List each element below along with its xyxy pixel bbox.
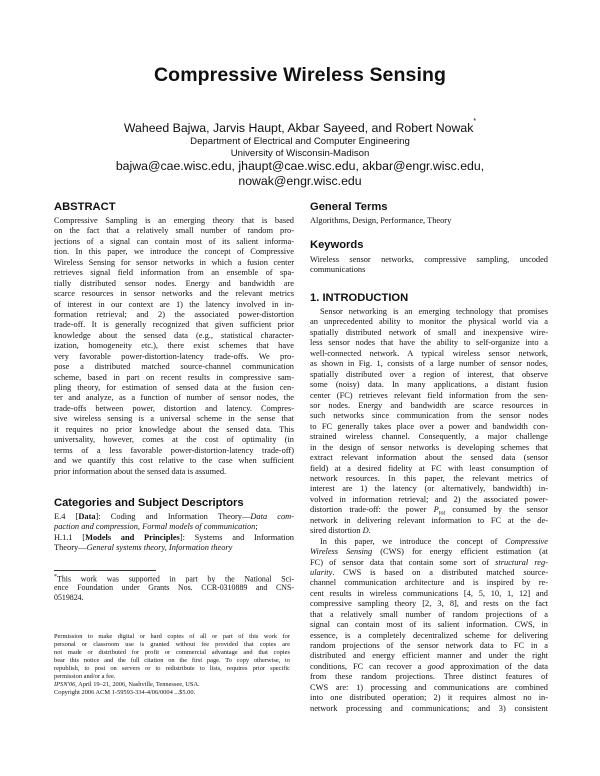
abstract-line: scheme, based in part on recent results in compressive sam- <box>54 372 294 382</box>
author-list <box>0 117 600 135</box>
intro-line: in the design of sensor networks is developing schemes that <box>310 442 548 452</box>
abstract-line: tion. In this paper, we introduce the concept of Compressive <box>54 247 294 257</box>
keywords-heading: Keywords <box>310 239 364 251</box>
abstract-line: very favorable power-distortion-latency trade-offs. We pro- <box>54 351 294 361</box>
general-terms-body: Algorithms, Design, Performance, Theory <box>310 216 452 225</box>
categories-heading: Categories and Subject Descriptors <box>54 497 244 509</box>
author-names: Waheed Bajwa, Jarvis Haupt, Akbar Sayeed, and Robert Nowak <box>123 121 474 135</box>
intro-line: channel communication architecture and is inspired by re- <box>310 578 548 588</box>
intro-line: FC) of sensor data that contain some sort of structural reg- <box>310 557 548 567</box>
intro-line: as shown in Fig. 1, consists of a large number of sensor nodes, <box>310 359 548 369</box>
abstract-heading: ABSTRACT <box>54 201 116 213</box>
intro-line: spatially distributed over a region of interest, that observe <box>310 369 548 379</box>
categories-body: E.4 [Data]: Coding and Information Theory—Data com- paction and compression, Formal models of communication; H.1.1 [Models and Principles]: Systems and Information Theory—General systems theory, Information theory <box>54 512 294 553</box>
intro-line: such networks since communication from the sensor nodes <box>310 411 548 421</box>
intro-line: network processing and communications; and 3) consistent <box>310 703 548 713</box>
abstract-line: pling theory, for estimation of sensed data at the fusion cen- <box>54 383 294 392</box>
intro-line: strained wireless channel. Consequently, a major challenge <box>310 432 548 442</box>
abstract-line: it requires no prior knowledge about the sensed data. This <box>54 424 294 434</box>
abstract-line: tially distributed sensor nodes. Energy and bandwidth are <box>54 278 294 288</box>
intro-line: some (noisy) data. In many applications, a distant fusion <box>310 380 548 390</box>
intro-line: cent results in wireless communications [4, 5, 10, 1, 12] and <box>310 588 548 598</box>
abstract-line: formation retrieval; and 2) the associated power-distortion <box>54 309 294 319</box>
intro-line: Sensor networking is an emerging technology that promises <box>320 307 548 316</box>
footnote-mark: * <box>54 574 57 580</box>
abstract-line: prior information about the sensed data is assumed. <box>54 466 227 476</box>
intro-line: extract relevant information about the sensed data (sensor <box>310 453 548 463</box>
abstract-line: ter and analyze, as a function of number of sensor nodes, the <box>54 393 294 403</box>
emails-line-2: nowak@engr.wisc.edu <box>238 174 362 188</box>
abstract-line: trade-off. It is generally recognized that given sufficient prior <box>54 320 294 330</box>
intro-line: conditions, FC can recover a good approximation of the data <box>310 661 548 671</box>
intro-line: network in delivering relevant information to FC at the de- <box>310 515 548 525</box>
general-terms-heading: General Terms <box>310 201 388 213</box>
introduction-body <box>310 307 548 714</box>
author-footnote-mark: * <box>473 117 477 125</box>
abstract-line: of interest in our context are 1) the latency involved in in- <box>54 299 294 309</box>
footnote-rule <box>54 570 156 571</box>
permission-line: permission and/or a fee. <box>54 673 116 680</box>
abstract-line: ization, homogeneity etc.), there exist schemes that have <box>54 341 294 351</box>
intro-line: less sensor nodes that have the ability to self-organize into a <box>310 338 548 348</box>
intro-line: random projections of the sensor network data to FC in a <box>310 641 548 650</box>
intro-line: spatially distributed network of small and inexpensive wire- <box>310 327 548 337</box>
intro-line: from these random projections. Three distinct features of <box>310 672 548 682</box>
permission-notice <box>54 633 290 681</box>
abstract-line: pose a distributed matched source-channel communication <box>54 362 294 372</box>
abstract-line: terms of a less favorable power-distortion-latency trade-off) <box>54 445 294 455</box>
keywords-body: Wireless sensor networks, compressive sampling, uncoded communications <box>310 255 548 275</box>
abstract-line: jections of a signal can contain most of its salient informa- <box>54 236 294 246</box>
abstract-line: knowledge about the sensed data (e.g., statistical character- <box>54 330 294 340</box>
intro-line: to FC generally takes place over a power and bandwidth con- <box>310 421 548 431</box>
intro-line: distributed and energy efficient manner and under the right <box>310 651 548 661</box>
intro-line: volved in information retrieval; and 2) the associated power- <box>310 494 548 504</box>
abstract-line: Compressive Sampling is an emerging theory that is based <box>54 216 294 225</box>
intro-line: In this paper, we introduce the concept of Compressive <box>320 536 548 546</box>
permission-line: not made or distributed for profit or commercial advantage and that copies <box>54 649 290 656</box>
abstract-line: on the fact that a relatively small number of random pro- <box>54 226 294 236</box>
intro-line: an unprecedented ability to monitor the physical world via a <box>310 317 548 327</box>
copyright-line: Copyright 2006 ACM 1-59593-334-4/06/0004 ...$5.00. <box>54 689 196 696</box>
intro-line: signal can contain most of its salient information. CWS, in <box>310 620 548 630</box>
intro-line: field) at a desired fidelity at FC with least consumption of <box>310 463 548 473</box>
funding-footnote: *This work was supported in part by the National Sci- ence Foundation under Grants Nos. CCR-0310889 and CNS- 0519824. <box>54 574 294 602</box>
intro-line: center (FC) retrieves relevant field information from the sen- <box>310 390 548 400</box>
introduction-heading: 1. INTRODUCTION <box>310 292 409 304</box>
abstract-line: sive wireless sensing is a universal scheme in the sense that <box>54 414 294 424</box>
affiliation-university: University of Wisconsin-Madison <box>230 148 370 159</box>
intro-line: that a relatively small number of random projections of a <box>310 609 548 619</box>
abstract-line: Wireless Sensing for sensor networks in which a fusion center <box>54 257 294 267</box>
venue-line: IPSN'06, April 19–21, 2006, Nashville, Tennessee, USA. Copyright 2006 ACM 1-59593-334-4/06/0004 ...$5.00. <box>54 681 290 697</box>
intro-line: into one distributed operation; 2) it requires almost no in- <box>310 693 548 703</box>
emails-line-1: bajwa@cae.wisc.edu, jhaupt@cae.wisc.edu, akbar@engr.wisc.edu, <box>115 159 485 173</box>
permission-line: Permission to make digital or hard copies of all or part of this work for <box>54 633 290 640</box>
abstract-line: universality, however, comes at the cost of optimality (in <box>54 435 294 445</box>
affiliation-department: Department of Electrical and Computer Engineering <box>190 136 410 147</box>
abstract-line: scarce resources in sensor networks and the relevant metrics <box>54 289 294 299</box>
author-emails <box>0 159 600 189</box>
intro-line: CWS are: 1) processing and communications are combined <box>310 682 548 692</box>
permission-line: bear this notice and the full citation on the first page. To copy otherwise, to <box>54 657 290 664</box>
intro-line: ularity. CWS is based on a distributed matched source- <box>310 567 548 577</box>
abstract-line: trade-offs between power, distortion and latency. Compres- <box>54 403 294 413</box>
abstract-line: retrieves signal field information from an ensemble of spa- <box>54 268 294 278</box>
intro-line: sired distortion D. <box>310 526 371 536</box>
abstract-body <box>54 216 294 477</box>
intro-line: network resources. In this paper, the relevant metrics of <box>310 474 548 483</box>
intro-line: essence, is a completely decentralized scheme for delivering <box>310 630 548 640</box>
intro-line: interest are 1) the latency (or alternatively, bandwidth) in- <box>310 484 548 494</box>
intro-line: compressive sampling theory [2, 3, 8], and rests on the fact <box>310 599 548 609</box>
permission-line: personal or classroom use is granted without fee provided that copies are <box>54 641 290 648</box>
intro-line: sor nodes. Energy and bandwidth are scarce resources in <box>310 400 548 410</box>
permission-line: republish, to post on servers or to redistribute to lists, requires prior specific <box>54 665 290 672</box>
intro-line: well-connected network. A typical wireless sensor network, <box>310 348 548 358</box>
paper-title: Compressive Wireless Sensing <box>154 64 446 86</box>
abstract-line: and we quantify this cost relative to the case when sufficient <box>54 456 294 466</box>
intro-line: Wireless Sensing (CWS) for energy efficient estimation (at <box>310 547 548 557</box>
intro-line: distortion trade-off: the power $P_{tot}$ consumed by the sensor <box>310 505 548 516</box>
